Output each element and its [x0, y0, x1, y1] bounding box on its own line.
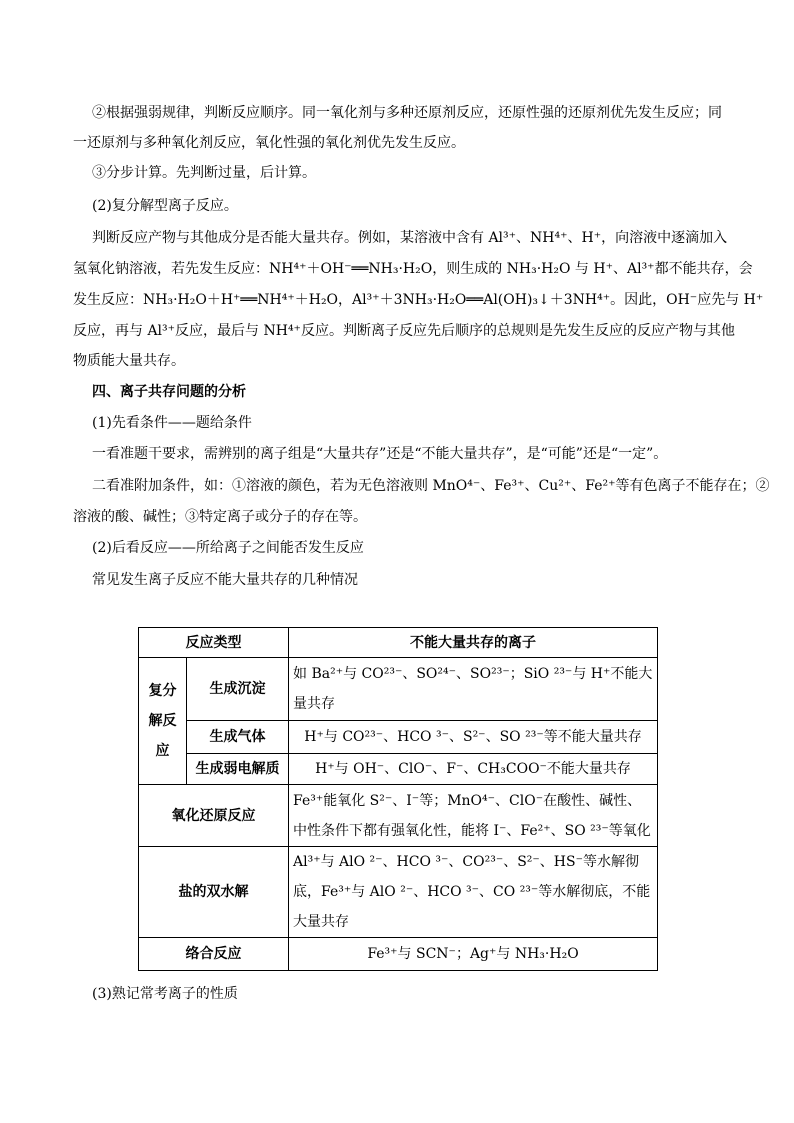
- para-7: 发生反应：NH₃·H₂O＋H⁺══NH⁴⁺＋H₂O，Al³⁺＋3NH₃·H₂O══Al(OH)₃↓＋3NH⁴⁺。因此，OH⁻应先与 H⁺: [73, 292, 764, 308]
- para-14: 溶液的酸、碱性；③特定离子或分子的存在等。: [73, 509, 367, 525]
- section-heading: 四、离子共存问题的分析: [92, 384, 246, 400]
- para-8: 反应，再与 Al³⁺反应，最后与 NH⁴⁺反应。判断离子反应先后顺序的总规则是先发生反应的反应产物与其他: [73, 323, 735, 339]
- para-12: 一看准题干要求，需辨别的离子组是“大量共存”还是“不能大量共存”，是“可能”还是“一定”。: [92, 446, 668, 462]
- table-header-row: [139, 628, 658, 658]
- para-5: 判断反应产物与其他成分是否能大量共存。例如，某溶液中含有 Al³⁺、NH⁴⁺、H⁺，向溶液中逐滴加入: [92, 230, 728, 246]
- row-ions: H⁺与 OH⁻、ClO⁻、F⁻、CH₃COO⁻不能大量共存: [289, 754, 658, 785]
- row-type: 盐的双水解: [139, 847, 289, 938]
- para-1: ②根据强弱规律，判断反应顺序。同一氧化剂与多种还原剂反应，还原性强的还原剂优先发生反应；同: [92, 105, 722, 121]
- table-row: [139, 754, 658, 785]
- table-row: [139, 938, 658, 971]
- row-type: 络合反应: [139, 938, 289, 971]
- row-ions: 如 Ba²⁺与 CO²³⁻、SO²⁴⁻、SO²³⁻；SiO ²³⁻与 H⁺不能大量共存: [289, 658, 658, 721]
- para-9: 物质能大量共存。: [73, 353, 185, 369]
- para-13: 二看准附加条件，如：①溶液的颜色，若为无色溶液则 MnO⁴⁻、Fe³⁺、Cu²⁺、Fe²⁺等有色离子不能存在；②: [92, 478, 770, 494]
- header-ions: 不能大量共存的离子: [289, 628, 658, 658]
- table-row: [139, 658, 658, 721]
- para-6: 氢氧化钠溶液，若先发生反应：NH⁴⁺＋OH⁻══NH₃·H₂O，则生成的 NH₃·H₂O 与 H⁺、Al³⁺都不能共存，会: [73, 261, 753, 277]
- row-type: 氧化还原反应: [139, 785, 289, 847]
- para-16: 常见发生离子反应不能大量共存的几种情况: [92, 572, 358, 588]
- footer-paragraph: (3)熟记常考离子的性质: [92, 986, 238, 1002]
- para-11: (1)先看条件——题给条件: [92, 415, 252, 431]
- row-ions: Fe³⁺能氧化 S²⁻、I⁻等；MnO⁴⁻、ClO⁻在酸性、碱性、中性条件下都有强氧化性，能将 I⁻、Fe²⁺、SO ²³⁻等氧化: [289, 785, 658, 847]
- ion-coexistence-table: [138, 627, 658, 971]
- table-row: [139, 847, 658, 938]
- row-type: 生成沉淀: [187, 658, 289, 721]
- para-3: ③分步计算。先判断过量，后计算。: [92, 165, 316, 181]
- row-ions: H⁺与 CO²³⁻、HCO ³⁻、S²⁻、SO ²³⁻等不能大量共存: [289, 721, 658, 754]
- row-ions: Fe³⁺与 SCN⁻；Ag⁺与 NH₃·H₂O: [289, 938, 658, 971]
- header-reaction-type: 反应类型: [139, 628, 289, 658]
- table-row: [139, 785, 658, 847]
- table-row: [139, 721, 658, 754]
- row-type: 生成弱电解质: [187, 754, 289, 785]
- group-label: 复分解反应: [139, 658, 187, 785]
- row-type: 生成气体: [187, 721, 289, 754]
- row-ions: Al³⁺与 AlO ²⁻、HCO ³⁻、CO²³⁻、S²⁻、HS⁻等水解彻底，Fe³⁺与 AlO ²⁻、HCO ³⁻、CO ²³⁻等水解彻底，不能大量共存: [289, 847, 658, 938]
- para-15: (2)后看反应——所给离子之间能否发生反应: [92, 540, 364, 556]
- para-2: 一还原剂与多种氧化剂反应，氧化性强的氧化剂优先发生反应。: [73, 135, 465, 151]
- para-4: (2)复分解型离子反应。: [92, 198, 238, 214]
